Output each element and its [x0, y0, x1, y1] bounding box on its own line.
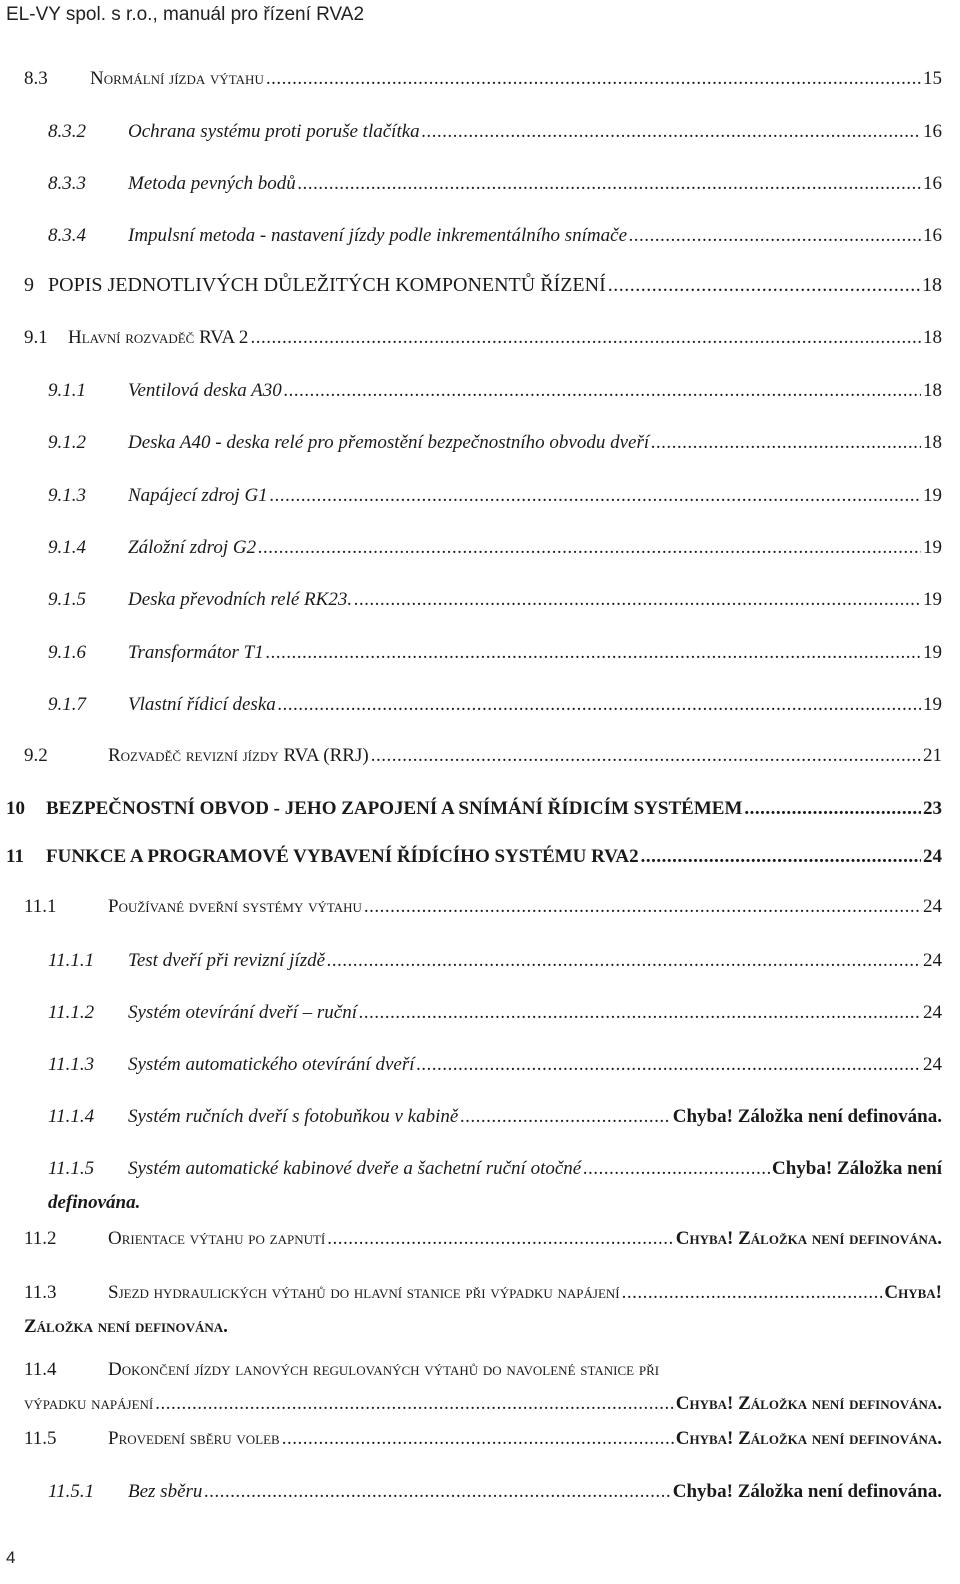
toc-entry-page: 18: [923, 432, 942, 453]
toc-entry-11-3[interactable]: [24, 1276, 942, 1344]
toc-entry-number: 9.2: [24, 745, 48, 766]
toc-entry-number: 8.3: [24, 68, 48, 89]
toc-entry-page-error: Chyba!: [884, 1282, 942, 1303]
toc-entry-8-3[interactable]: [24, 68, 942, 90]
dot-leader: [266, 68, 921, 90]
toc-entry-title: Normální jízda výtahu: [90, 68, 264, 89]
toc-entry-11-1-4[interactable]: [48, 1106, 942, 1128]
dot-leader: [359, 1002, 921, 1024]
toc-entry-title: Ventilová deska A30: [128, 380, 282, 401]
dot-leader: [327, 950, 921, 972]
toc-entry-page-error: Chyba! Záložka není definována.: [675, 1428, 942, 1449]
toc-entry-title: Provedení sběru voleb: [108, 1428, 280, 1449]
toc-entry-number: 11.5: [24, 1428, 57, 1449]
toc-entry-page: 19: [923, 694, 942, 715]
toc-entry-10[interactable]: [6, 798, 942, 820]
toc-entry-11-5-1[interactable]: [48, 1481, 942, 1503]
toc-entry-9-1-6[interactable]: [48, 642, 942, 664]
toc-entry-title: Impulsní metoda - nastavení jízdy podle inkrementálního snímače: [128, 225, 628, 246]
toc-entry-title: Napájecí zdroj G1: [128, 485, 268, 506]
toc-entry-number: 11.1.4: [48, 1106, 95, 1127]
dot-leader: [460, 1106, 670, 1128]
toc-entry-page: 24: [923, 950, 942, 971]
toc-entry-page: 24: [923, 896, 942, 917]
toc-entry-title: Test dveří při revizní jízdě: [128, 950, 326, 971]
toc-entry-number: 8.3.3: [48, 173, 86, 194]
page-number: 4: [6, 1548, 16, 1567]
toc-entry-title: POPIS JEDNOTLIVÝCH DŮLEŽITÝCH KOMPONENTŮ ŘÍZENÍ: [48, 274, 606, 296]
toc-entry-number: 8.3.4: [48, 225, 86, 246]
toc-entry-9-1-1[interactable]: [48, 380, 942, 402]
dot-leader: [354, 589, 921, 611]
toc-entry-title: Transformátor T1: [128, 642, 264, 663]
dot-leader: [417, 1054, 921, 1076]
toc-entry-page-error-continued: Záložka není definována.: [24, 1316, 228, 1337]
toc-entry-11-1-2[interactable]: [48, 1002, 942, 1024]
toc-entry-number: 11.3: [24, 1282, 57, 1303]
toc-entry-number: 9.1.4: [48, 537, 86, 558]
toc-entry-title: Ochrana systému proti poruše tlačítka: [128, 121, 420, 142]
toc-entry-title: Dokončení jízdy lanových regulovaných výtahů do navolené stanice při: [108, 1359, 660, 1380]
toc-entry-number: 11.4: [24, 1359, 57, 1380]
toc-entry-9-1-7[interactable]: [48, 694, 942, 716]
toc-entry-page: 16: [923, 121, 942, 142]
toc-entry-title: Vlastní řídicí deska: [128, 694, 276, 715]
toc-entry-page: 15: [923, 68, 942, 89]
toc-entry-9-1-2[interactable]: [48, 432, 942, 454]
toc-entry-9-1[interactable]: [24, 327, 942, 349]
toc-entry-11-4[interactable]: [24, 1353, 942, 1421]
dot-leader: [270, 485, 921, 507]
toc-entry-page: 21: [923, 745, 942, 766]
dot-leader: [422, 121, 921, 143]
toc-entry-11-2[interactable]: [24, 1228, 942, 1250]
toc-entry-title: FUNKCE A PROGRAMOVÉ VYBAVENÍ ŘÍDÍCÍHO SYSTÉMU RVA2: [46, 846, 639, 867]
toc-entry-title: Systém ručních dveří s fotobuňkou v kabině: [128, 1106, 459, 1127]
dot-leader: [327, 1228, 673, 1250]
dot-leader: [629, 225, 921, 247]
toc-entry-page-error-continued: definována.: [48, 1192, 141, 1213]
dot-leader: [284, 380, 921, 402]
toc-entry-page: 24: [923, 1054, 942, 1075]
toc-entry-page: 19: [923, 589, 942, 610]
toc-entry-number: 11.1.5: [48, 1158, 95, 1179]
toc-entry-title: Používané dveřní systémy výtahu: [108, 896, 362, 917]
toc-entry-title: Systém automatického otevírání dveří: [128, 1054, 415, 1075]
toc-entry-number: 9.1.2: [48, 432, 86, 453]
toc-entry-11[interactable]: [6, 846, 942, 868]
toc-entry-11-1-3[interactable]: [48, 1054, 942, 1076]
dot-leader: [258, 537, 921, 559]
toc-entry-page: 24: [923, 846, 942, 867]
toc-entry-number: 11: [6, 846, 24, 867]
toc-entry-page: 18: [923, 380, 942, 401]
toc-entry-page: 16: [923, 225, 942, 246]
toc-entry-page: 24: [923, 1002, 942, 1023]
dot-leader: [641, 846, 921, 868]
toc-entry-number: 9: [24, 274, 34, 296]
dot-leader: [371, 745, 921, 767]
toc-entry-9-2[interactable]: [24, 745, 942, 767]
toc-entry-number: 9.1.1: [48, 380, 86, 401]
toc-entry-page: 18: [923, 327, 942, 348]
dot-leader: [364, 896, 921, 918]
dot-leader: [282, 1428, 674, 1450]
toc-entry-title: Orientace výtahu po zapnutí: [108, 1228, 326, 1249]
toc-entry-number: 11.1.1: [48, 950, 95, 971]
toc-entry-title: Deska A40 - deska relé pro přemostění bezpečnostního obvodu dveří: [128, 432, 650, 453]
dot-leader: [583, 1152, 770, 1186]
toc-entry-title: Záložní zdroj G2: [128, 537, 257, 558]
toc-entry-title: Sjezd hydraulických výtahů do hlavní stanice při výpadku napájení: [108, 1282, 620, 1303]
toc-entry-page: 19: [923, 642, 942, 663]
dot-leader: [651, 432, 921, 454]
toc-entry-9-1-5[interactable]: [48, 589, 942, 611]
toc-entry-page: 18: [922, 274, 942, 296]
dot-leader: [250, 327, 921, 349]
toc-entry-page: 23: [923, 798, 942, 819]
toc-entry-title: BEZPEČNOSTNÍ OBVOD - JEHO ZAPOJENÍ A SNÍMÁNÍ ŘÍDICÍM SYSTÉMEM: [46, 798, 743, 819]
toc-entry-number: 8.3.2: [48, 121, 86, 142]
toc-entry-title: Rozvaděč revizní jízdy RVA (RRJ): [108, 745, 369, 766]
toc-entry-page-error: Chyba! Záložka není definována.: [675, 1228, 942, 1249]
toc-entry-9-1-4[interactable]: [48, 537, 942, 559]
toc-entry-title: Hlavní rozvaděč RVA 2: [68, 327, 249, 348]
toc-entry-title: Systém otevírání dveří – ruční: [128, 1002, 358, 1023]
toc-entry-title-continued: výpadku napájení: [24, 1393, 154, 1414]
toc-entry-page-error: Chyba! Záložka není definována.: [675, 1393, 942, 1414]
toc-entry-number: 9.1.5: [48, 589, 86, 610]
dot-leader: [266, 642, 921, 664]
dot-leader: [744, 798, 921, 820]
toc-entry-number: 9.1.3: [48, 485, 86, 506]
toc-entry-page: 19: [923, 485, 942, 506]
toc-entry-9-1-3[interactable]: [48, 485, 942, 507]
toc-entry-number: 9.1.6: [48, 642, 86, 663]
toc-entry-9[interactable]: [24, 274, 942, 297]
toc-entry-number: 10: [6, 798, 25, 819]
dot-leader: [622, 1276, 883, 1310]
toc-entry-8-3-3[interactable]: [48, 173, 942, 195]
toc-entry-8-3-4[interactable]: [48, 225, 942, 247]
dot-leader: [278, 694, 921, 716]
toc-entry-11-1-1[interactable]: [48, 950, 942, 972]
toc-entry-page-error: Chyba! Záložka není definována.: [672, 1106, 942, 1127]
toc-entry-number: 11.1: [24, 896, 57, 917]
dot-leader: [155, 1387, 674, 1421]
running-header: EL-VY spol. s r.o., manuál pro řízení RVA2: [6, 4, 365, 25]
toc-entry-number: 11.2: [24, 1228, 57, 1249]
dot-leader: [608, 274, 920, 297]
toc-entry-11-5[interactable]: [24, 1428, 942, 1450]
toc-entry-title: Systém automatické kabinové dveře a šachetní ruční otočné: [128, 1158, 582, 1179]
toc-entry-number: 9.1.7: [48, 694, 86, 715]
toc-entry-page: 16: [923, 173, 942, 194]
toc-entry-number: 11.1.2: [48, 1002, 95, 1023]
toc-entry-number: 11.5.1: [48, 1481, 95, 1502]
dot-leader: [298, 173, 921, 195]
toc-entry-page-error: Chyba! Záložka není: [772, 1158, 942, 1179]
toc-entry-11-1-5[interactable]: [48, 1152, 942, 1220]
toc-entry-number: 9.1: [24, 327, 48, 348]
toc-entry-8-3-2[interactable]: [48, 121, 942, 143]
toc-entry-number: 11.1.3: [48, 1054, 95, 1075]
toc-entry-page-error: Chyba! Záložka není definována.: [672, 1481, 942, 1502]
toc-entry-11-1[interactable]: [24, 896, 942, 918]
toc-entry-page: 19: [923, 537, 942, 558]
dot-leader: [204, 1481, 670, 1503]
toc-entry-title: Deska převodních relé RK23.: [128, 589, 353, 610]
toc-entry-title: Metoda pevných bodů: [128, 173, 296, 194]
toc-entry-title: Bez sběru: [128, 1481, 203, 1502]
